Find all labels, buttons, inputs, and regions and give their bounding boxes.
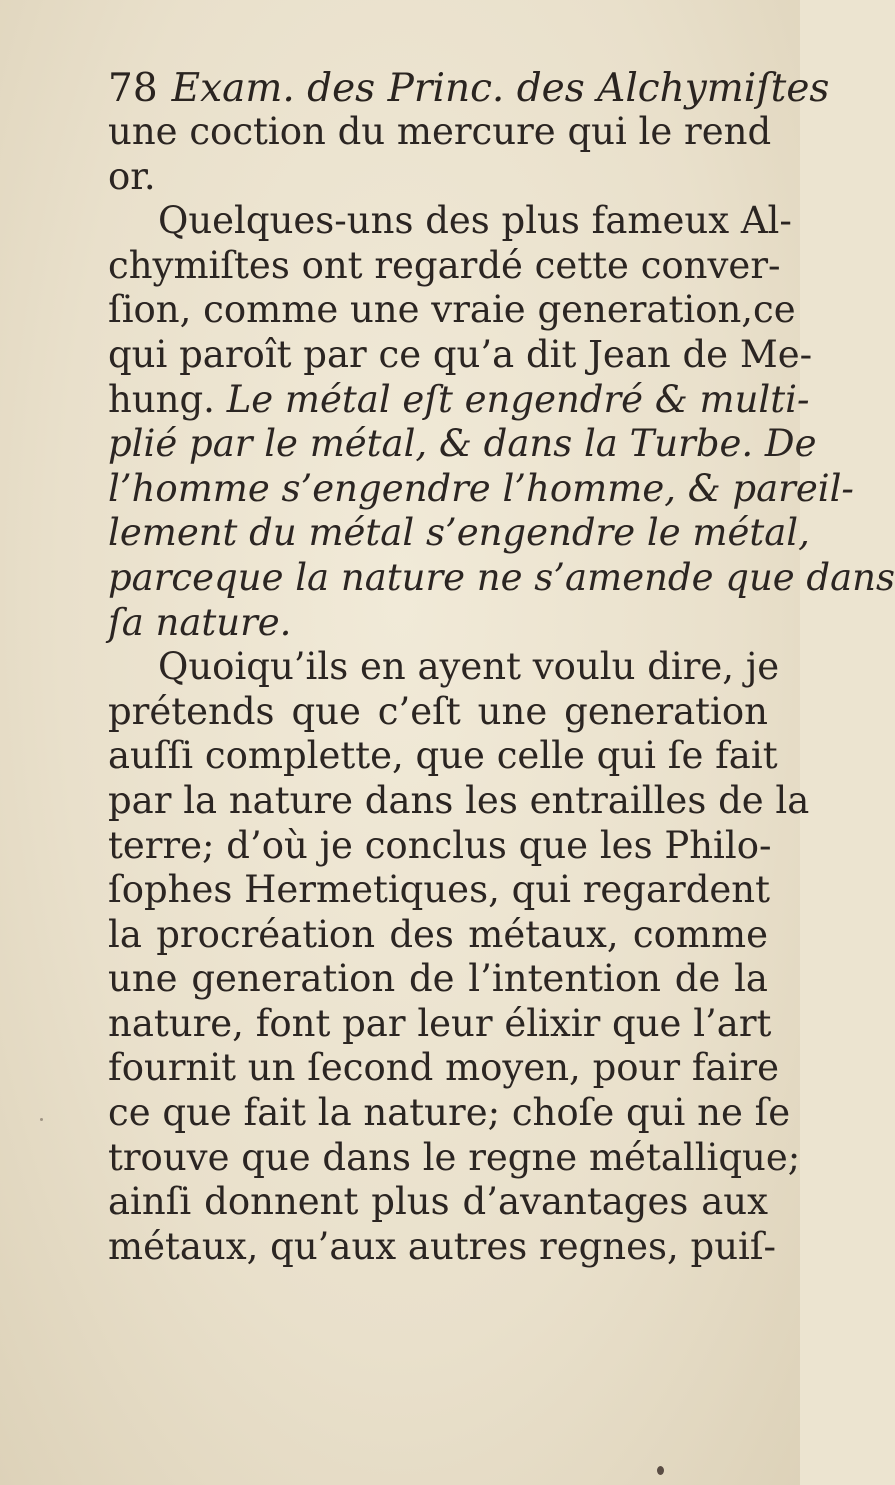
- text-line: ce que fait la nature; choſe qui ne ſe: [108, 1091, 791, 1135]
- text-line: auſſi complette, que celle qui ſe fait: [108, 734, 778, 778]
- text-line: trouve que dans le regne métallique;: [108, 1135, 801, 1179]
- text-line: fournit un ſecond moyen, pour faire: [108, 1046, 779, 1090]
- text-line: terre; d’où je conclus que les Philo-: [108, 823, 772, 867]
- text-line: l’homme s’engendre l’homme, & pareil-: [108, 466, 854, 510]
- text-line: métaux, qu’aux autres regnes, puiſ-: [108, 1224, 777, 1268]
- text-line: une coction du mercure qui le rend: [108, 110, 772, 153]
- text-line: Quoiqu’ils en ayent voulu dire, je: [158, 645, 780, 689]
- text-line: ſion, comme une vraie generation,ce: [108, 288, 796, 332]
- text-line: ſa nature.: [108, 600, 292, 644]
- roman-text: hung.: [108, 377, 227, 421]
- ink-speck: [40, 1118, 43, 1121]
- text-line: parceque la nature ne s’amende que dans: [108, 555, 895, 599]
- text-line: plié par le métal, & dans la Turbe. De: [108, 422, 817, 466]
- text-line: une generation de l’intention de la: [108, 957, 768, 1001]
- text-line: par la nature dans les entrailles de la: [108, 778, 810, 822]
- text-line: ſophes Hermetiques, qui regardent: [108, 868, 770, 912]
- text-line: qui paroît par ce qu’a dit Jean de Me-: [108, 332, 813, 376]
- text-line: prétends que c’eſt une generation: [108, 689, 768, 733]
- ink-speck: [657, 1466, 664, 1475]
- running-title: Exam. des Princ. des Alchymiſtes: [171, 66, 830, 111]
- body-text: [108, 110, 895, 1269]
- text-line: Quelques-uns des plus fameux Al-: [158, 199, 792, 243]
- text-line: [108, 377, 810, 423]
- text-line: ainſi donnent plus d’avantages aux: [108, 1180, 768, 1224]
- text-line: lement du métal s’engendre le métal,: [108, 511, 810, 555]
- text-line: la procréation des métaux, comme: [108, 912, 768, 956]
- text-line: chymiſtes ont regardé cette conver-: [108, 243, 781, 287]
- text-line: nature, font par leur élixir que l’art: [108, 1001, 772, 1045]
- page-header: [108, 66, 829, 111]
- italic-quotation: Le métal eſt engendré & multi-: [226, 377, 810, 421]
- text-line: or.: [108, 154, 156, 198]
- page-number: 78: [108, 66, 158, 111]
